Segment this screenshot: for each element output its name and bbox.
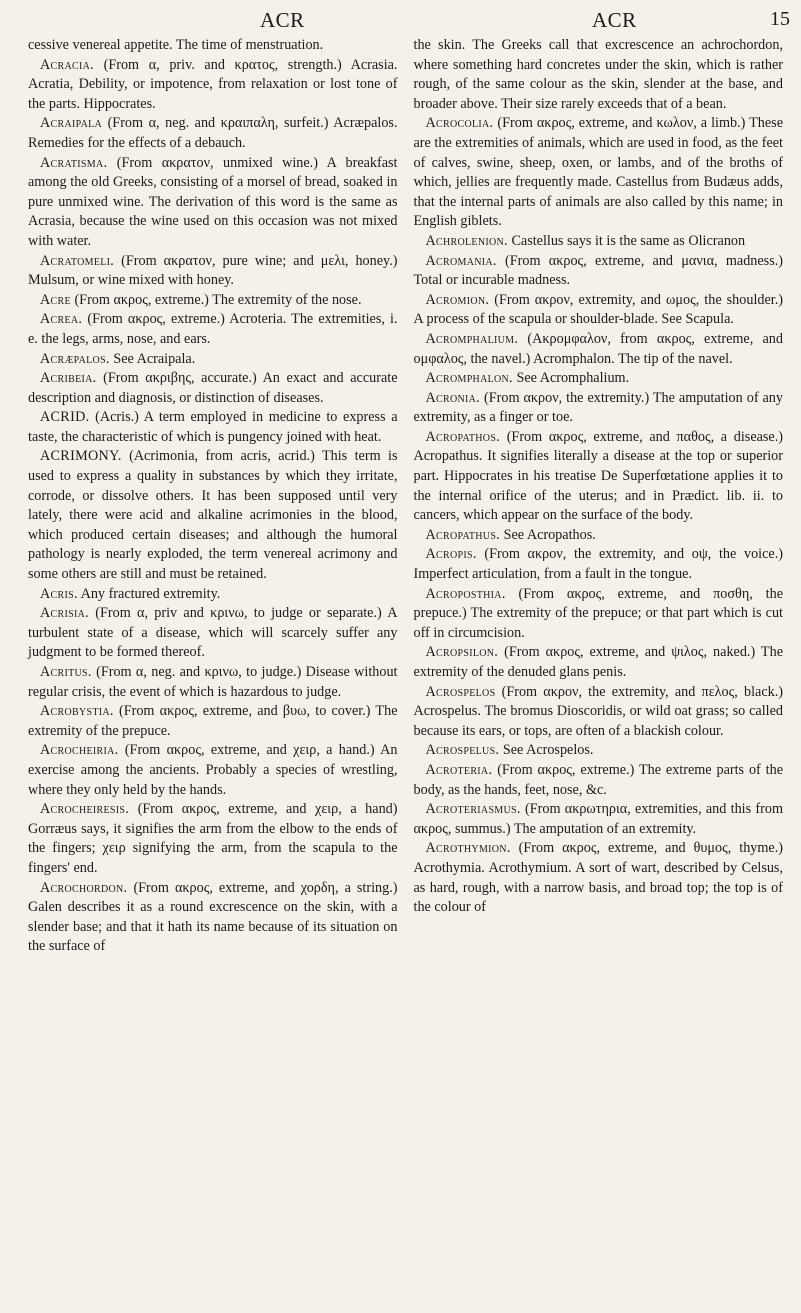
entry-headword: Acræpalos. <box>40 350 110 367</box>
entry-text: (From ακρος, extreme, and κωλον, a limb.) These are the extremities of animals, which are used in food, as the feet of calves, swine, sheep, oxen, or lambs, and of the broths of which, jellies are frequently made. Castellus from Budæus adds, that the internal parts of animals are also called by this name; in English giblets. <box>413 115 783 230</box>
two-column-body <box>28 36 783 957</box>
dictionary-entry <box>28 741 398 800</box>
entry-text: the skin. The Greeks call that excrescence an achrochordon, where something hard concretes under the skin, which is rather rough, of the same colour as the skin, slender at the base, and broader above. Their size rarely exceeds that of a bean. <box>413 37 783 112</box>
dictionary-entry <box>28 114 398 153</box>
dictionary-entry <box>28 56 398 115</box>
dictionary-entry <box>28 408 398 447</box>
entry-text: (From ακρος, extreme, and θυμος, thyme.) Acrothymia. Acrothymium. A sort of wart, described by Celsus, as hard, rough, with a narrow basis, and broad top; the top is of the colour of <box>413 840 783 916</box>
entry-headword: Acrocheiresis. <box>40 801 130 818</box>
entry-text: (From ακρος, extreme, and παθος, a disease.) Acropathus. It signifies literally a disease at the top or superior part. Hippocrates in his treatise De Superfœtatione applies it to the internal orifice of the uterus; and in Prædict. lib. ii. to cancers, which appear on the surface of the body. <box>413 428 783 524</box>
entry-headword: Acre <box>40 291 71 308</box>
dictionary-entry <box>414 428 784 526</box>
dictionary-entry <box>28 663 398 702</box>
running-header <box>28 6 790 36</box>
entry-text: (Acrimonia, from acris, acrid.) This term is used to express a quality in substances by which they irritate, corrode, or dissolve others. It has been supposed until very lately, there were acid and alkaline acrimonies in the blood, which produced certain diseases; and although the humoral pathology is nearly exploded, the term venereal acrimony and some others are still and must be retained. <box>28 448 398 583</box>
entry-text: (From ακρον, the extremity, and πελος, black.) Acrospelus. The bromus Dioscoridis, or wild oat grass; so called because its ears, or tops, are often of a blackish colour. <box>413 683 783 739</box>
entry-headword: Acris. <box>40 585 78 602</box>
page-number: 15 <box>770 8 790 30</box>
entry-headword: Acrospelus. <box>425 742 500 759</box>
entry-headword: Acronia. <box>425 389 481 406</box>
entry-text: (From α, priv. and κρατος, strength.) Acrasia. Acratia, Debility, or impotence, from relaxation or lost tone of the parts. Hippocrates. <box>28 56 398 112</box>
dictionary-entry <box>28 350 398 370</box>
entry-headword: Acrocheiria. <box>40 742 119 759</box>
entry-text: (From ακρωτηρια, extremities, and this from ακρος, summus.) The amputation of an extremity. <box>413 801 783 837</box>
right-column <box>414 36 784 957</box>
dictionary-entry <box>28 585 398 605</box>
entry-headword: Acrochordon. <box>40 879 128 896</box>
entry-headword: Acropis. <box>425 546 477 563</box>
entry-headword: Acroteria. <box>425 761 493 778</box>
entry-text: (From ακρον, the extremity.) The amputation of any extremity, as a finger or toe. <box>413 389 783 426</box>
left-column <box>28 36 398 957</box>
entry-text: (From ακρος, extreme, and χορδη, a string.) Galen describes it as a round excrescence on the skin, with a slender base; and that it hath its name because of its situation on the surface of <box>28 879 398 955</box>
entry-headword: Acrobystia. <box>40 703 114 720</box>
right-running-head: ACR <box>592 8 637 32</box>
entry-text: Any fractured extremity. <box>77 585 221 602</box>
entry-text: (From ακρατον, pure wine; and μελι, honey.) Mulsum, or wine mixed with honey. <box>28 252 398 289</box>
dictionary-entry <box>28 291 398 311</box>
dictionary-entry <box>414 839 784 917</box>
entry-headword: Acrocolia. <box>425 115 494 132</box>
dictionary-entry <box>28 369 398 408</box>
dictionary-entry <box>28 310 398 349</box>
dictionary-entry <box>28 702 398 741</box>
entry-text: (From ακρος, extreme, and χειρ, a hand.) An exercise among the ancients. Probably a species of wrestling, where they only held by the hands. <box>28 742 398 798</box>
entry-headword: Acrisia. <box>40 605 89 622</box>
dictionary-entry <box>414 389 784 428</box>
dictionary-entry <box>28 36 398 56</box>
dictionary-entry <box>414 291 784 330</box>
entry-text: cessive venereal appetite. The time of menstruation. <box>28 37 324 53</box>
entry-headword: Acroposthia. <box>425 585 506 602</box>
entry-text: (From ακρος, extreme.) The extreme parts of the body, as the hands, feet, nose, &c. <box>413 761 783 798</box>
entry-headword: Acropsilon. <box>425 644 499 661</box>
entry-text: See Acromphalium. <box>512 370 630 387</box>
entry-headword: Acromphalium. <box>425 330 519 347</box>
dictionary-entry <box>28 800 398 878</box>
entry-text: See Acrospelos. <box>499 742 594 759</box>
dictionary-entry <box>414 252 784 291</box>
entry-text: (From ακρον, the extremity, and οψ, the voice.) Imperfect articulation, from a fault in the tongue. <box>413 546 783 583</box>
dictionary-entry <box>28 447 398 584</box>
entry-text: (From ακρος, extreme, and βυω, to cover.) The extremity of the prepuce. <box>28 703 398 739</box>
entry-headword: ACRID. <box>40 409 90 426</box>
entry-headword: Acritus. <box>40 664 92 680</box>
entry-headword: Acromphalon. <box>425 370 513 387</box>
entry-headword: Acrospelos <box>425 683 496 700</box>
entry-headword: Acroteriasmus. <box>425 801 521 818</box>
entry-text: (From α, neg. and κραιπαλη, surfeit.) Acræpalos. Remedies for the effects of a debauch. <box>28 115 398 151</box>
entry-text: (From ακρος, extreme, and μανια, madness.) Total or incurable madness. <box>413 252 783 289</box>
entry-headword: Acropathos. <box>425 428 501 445</box>
dictionary-entry <box>28 604 398 663</box>
dictionary-entry <box>414 369 784 389</box>
dictionary-entry <box>414 330 784 369</box>
entry-headword: ACRIMONY. <box>40 448 122 465</box>
entry-text: (From ακρος, extreme.) The extremity of the nose. <box>70 291 362 308</box>
dictionary-entry <box>28 879 398 957</box>
left-running-head: ACR <box>260 8 305 32</box>
dictionary-entry <box>414 114 784 232</box>
entry-text: (From ακρον, extremity, and ωμος, the shoulder.) A process of the scapula or shoulder-blade. See Scapula. <box>413 291 783 328</box>
entry-text: Castellus says it is the same as Olicranon <box>507 232 746 249</box>
entry-headword: Acropathus. <box>425 526 501 543</box>
entry-headword: Achrolenion. <box>425 232 508 249</box>
entry-headword: Acratisma. <box>40 154 108 171</box>
entry-text: (From ακρατον, unmixed wine.) A breakfast among the old Greeks, consisting of a morsel of bread, soaked in pure unmixed wine. The derivation of this word is the same as Acrasia, because the wine used on this occasion was not mixed with water. <box>28 154 398 249</box>
entry-headword: Acromania. <box>425 252 497 269</box>
entry-text: (From ακρος, extreme, and ψιλος, naked.) The extremity of the denuded glans penis. <box>413 644 783 680</box>
entry-headword: Acrothymion. <box>425 840 511 857</box>
entry-text: (Ακρομφαλον, from ακρος, extreme, and ομφαλος, the navel.) Acromphalon. The tip of the navel. <box>413 330 783 367</box>
entry-headword: Acribeia. <box>40 370 97 387</box>
entry-text: See Acropathos. <box>500 526 596 543</box>
dictionary-entry <box>28 252 398 291</box>
entry-headword: Acrea. <box>40 311 83 328</box>
dictionary-entry <box>414 761 784 800</box>
entry-text: (From ακριβης, accurate.) An exact and accurate description and diagnosis, or distinction of diseases. <box>28 370 398 406</box>
dictionary-entry <box>414 741 784 761</box>
dictionary-entry <box>414 800 784 839</box>
dictionary-entry <box>414 36 784 114</box>
dictionary-entry <box>28 154 398 252</box>
dictionary-entry <box>414 683 784 742</box>
dictionary-entry <box>414 232 784 252</box>
dictionary-entry <box>414 526 784 546</box>
entry-text: (From ακρος, extreme, and ποσθη, the prepuce.) The extremity of the prepuce; or that part which is cut off in circumcision. <box>413 585 783 641</box>
entry-text: (From ακρος, extreme, and χειρ, a hand) Gorræus says, it signifies the arm from the elbow to the ends of the fingers; χειρ signifying the arm, from the scapula to the fingers' end. <box>28 801 398 876</box>
entry-text: See Acraipala. <box>109 350 196 367</box>
entry-headword: Acromion. <box>425 291 490 308</box>
entry-text: (From α, neg. and κρινω, to judge.) Disease without regular crisis, the event of which is hazardous to judge. <box>28 664 398 700</box>
dictionary-entry <box>414 643 784 682</box>
entry-text: (From ακρος, extreme.) Acroteria. The extremities, i. e. the legs, arms, nose, and ears. <box>28 311 398 347</box>
dictionary-entry <box>414 585 784 644</box>
entry-headword: Acracia. <box>40 56 94 73</box>
entry-headword: Acraipala <box>40 115 103 132</box>
entry-text: (Acris.) A term employed in medicine to express a taste, the characteristic of which is pungency joined with heat. <box>28 409 398 445</box>
entry-text: (From α, priv and κρινω, to judge or separate.) A turbulent state of a disease, which will scarcely suffer any judgment to be formed thereof. <box>28 605 398 661</box>
entry-headword: Acratomeli. <box>40 252 115 269</box>
dictionary-entry <box>414 545 784 584</box>
